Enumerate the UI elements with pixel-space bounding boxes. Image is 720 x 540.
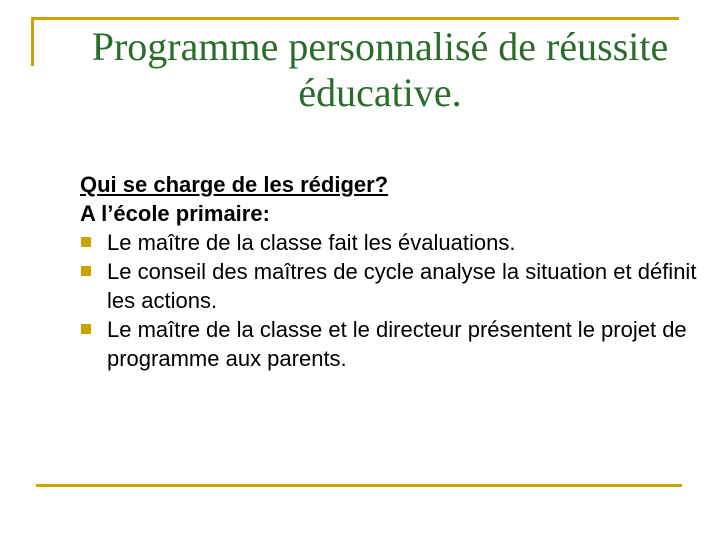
slide-title-line-1: Programme personnalisé de réussite: [91, 24, 669, 69]
bullet-text: Le maître de la classe et le directeur présentent le projet de programme aux parents.: [107, 317, 687, 371]
bullet-text: Le maître de la classe fait les évaluations.: [107, 230, 516, 255]
bottom-border-line: [36, 484, 682, 487]
square-bullet-icon: [81, 324, 91, 334]
bullet-item: [80, 228, 700, 257]
bullet-item: [80, 257, 700, 315]
subheading: A l’école primaire:: [80, 201, 270, 226]
square-bullet-icon: [81, 266, 91, 276]
bullet-text: Le conseil des maîtres de cycle analyse la situation et définit les actions.: [107, 259, 697, 313]
left-border-line: [31, 17, 34, 66]
bullet-item: [80, 315, 700, 373]
bullet-list: [80, 228, 700, 373]
top-border-line: [31, 17, 679, 20]
slide-title-line-2: éducative.: [298, 70, 462, 115]
question-heading: Qui se charge de les rédiger?: [80, 172, 389, 197]
slide-title: [40, 24, 720, 116]
slide-body: [80, 170, 700, 373]
square-bullet-icon: [81, 237, 91, 247]
